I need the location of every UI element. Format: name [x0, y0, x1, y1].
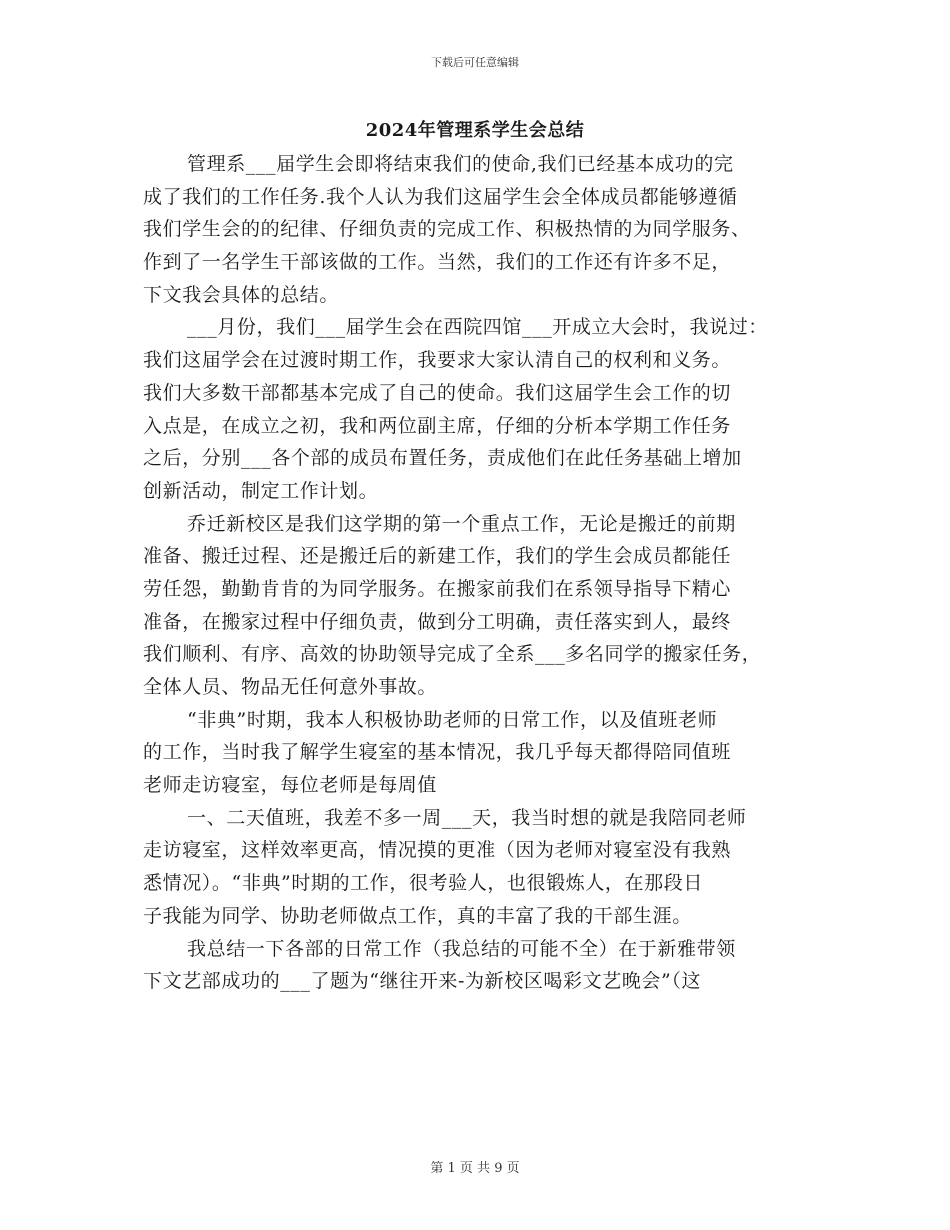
paragraph-line: 之后，分别___各个部的成员布置任务，责成他们在此任务基础上增加	[143, 447, 742, 470]
paragraph-line: 老师走访寝室，每位老师是每周值	[143, 774, 438, 797]
paragraph-line: 悉情况）。“非典”时期的工作，很考验人，也很锻炼人，在那段日	[143, 872, 703, 895]
paragraph-line: 创新活动，制定工作计划。	[143, 479, 379, 502]
paragraph-line: 准备、搬迁过程、还是搬迁后的新建工作，我们的学生会成员都能任	[143, 545, 732, 568]
paragraph-line: 全体人员、物品无任何意外事故。	[143, 676, 438, 698]
page-number: 第 1 页 共 9 页	[430, 1161, 520, 1176]
paragraph-line: 我们学生会的的纪律、仔细负责的完成工作、积极热情的为同学服务、	[143, 218, 751, 241]
paragraph-line: 子我能为同学、协助老师做点工作，真的丰富了我的干部生涯。	[143, 904, 692, 927]
paragraph-line: 我们大多数干部都基本完成了自己的使命。我们这届学生会工作的切	[143, 381, 732, 404]
paragraph-line: 走访寝室，这样效率更高，情况摸的更准（因为老师对寝室没有我熟	[143, 839, 732, 862]
paragraph-line: 我们顺利、有序、高效的协助领导完成了全系___多名同学的搬家任务，	[143, 643, 762, 666]
paragraph-line: 下文艺部成功的___了题为“继往开来-为新校区喝彩文艺晚会”（这	[143, 970, 702, 993]
paragraph-line: 准备，在搬家过程中仔细负责，做到分工明确，责任落实到人，最终	[143, 610, 732, 633]
document-body	[143, 148, 823, 998]
paragraph-line: “非典”时期，我本人积极协助老师的日常工作，以及值班老师	[187, 708, 718, 731]
paragraph-line: 的工作，当时我了解学生寝室的基本情况，我几乎每天都得陪同值班	[143, 741, 732, 764]
paragraph-line: 我们这届学会在过渡时期工作，我要求大家认清自己的权利和义务。	[143, 349, 732, 372]
paragraph-line: 乔迁新校区是我们这学期的第一个重点工作，无论是搬迁的前期	[187, 512, 736, 535]
paragraph-line: 我总结一下各部的日常工作（我总结的可能不全）在于新雅带领	[187, 937, 736, 960]
paragraph-line: 入点是，在成立之初，我和两位副主席，仔细的分析本学期工作任务	[143, 414, 732, 437]
paragraph-line: 作到了一名学生干部该做的工作。当然，我们的工作还有许多不足，	[143, 251, 732, 274]
document-title: 2024年管理系学生会总结	[365, 120, 585, 141]
page-header-note: 下载后可任意编辑	[431, 56, 519, 69]
paragraph-line: 一、二天值班，我差不多一周___天，我当时想的就是我陪同老师	[187, 806, 747, 829]
paragraph-line: 成了我们的工作任务.我个人认为我们这届学生会全体成员都能够遵循	[143, 185, 738, 208]
paragraph-line: 劳任怨，勤勤肯肯的为同学服务。在搬家前我们在系领导指导下精心	[143, 577, 732, 600]
paragraph-line: ___月份，我们___届学生会在西院四馆___开成立大会时，我说过：	[187, 316, 768, 339]
paragraph-line: 下文我会具体的总结。	[143, 283, 340, 306]
paragraph-line: 管理系___届学生会即将结束我们的使命,我们已经基本成功的完	[187, 153, 734, 175]
